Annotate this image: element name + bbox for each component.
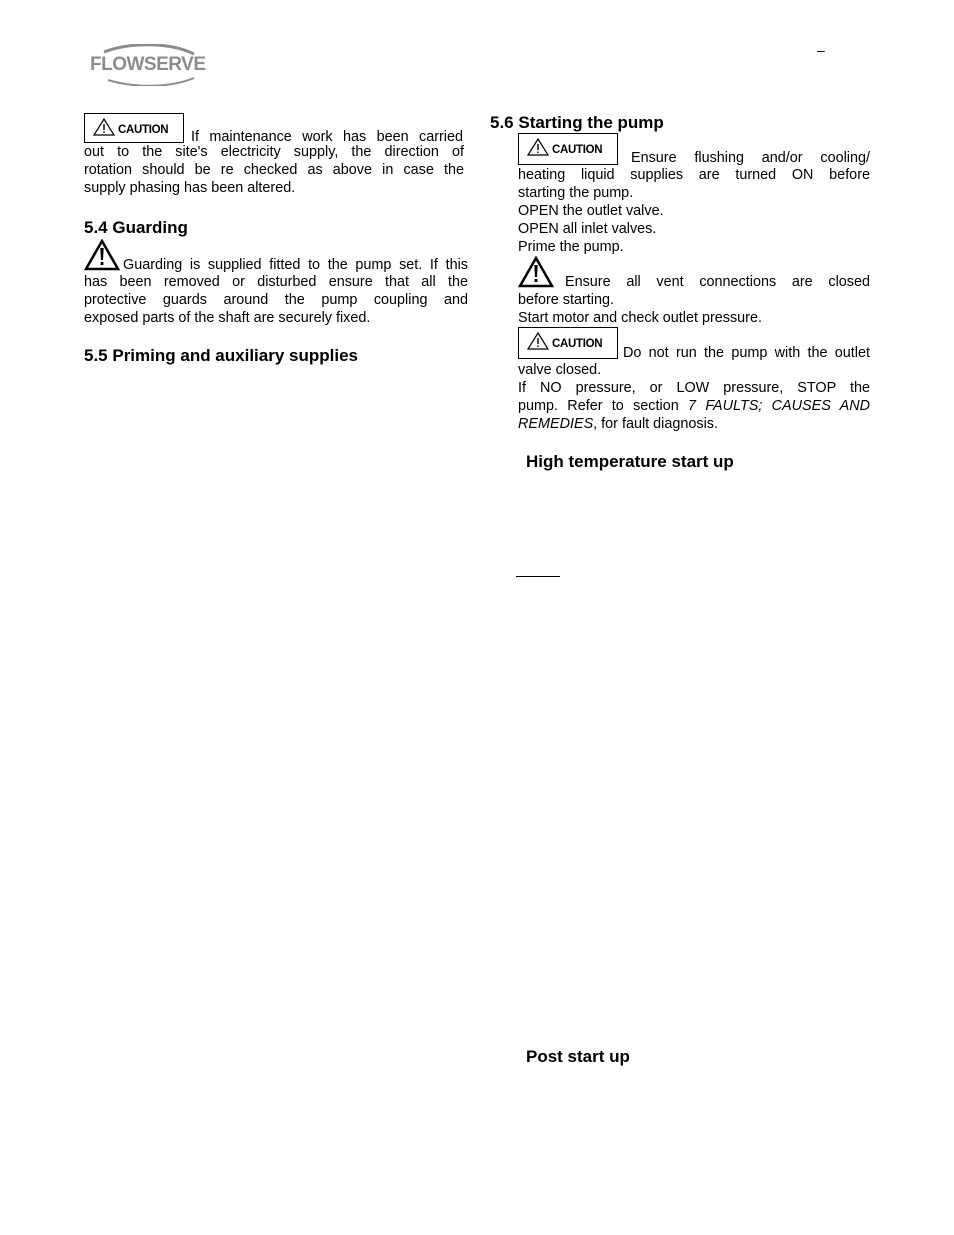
danger-triangle-icon (518, 256, 554, 288)
pressure-line-3 (518, 415, 870, 433)
danger-triangle-icon (84, 239, 120, 271)
outlet-line-1: Do not run the pump with the outlet (623, 345, 870, 361)
post-start-heading: Post start up (526, 1047, 630, 1066)
pressure-line-2 (518, 397, 870, 415)
guarding-paragraph (84, 239, 468, 327)
caution-electricity-paragraph (84, 113, 468, 197)
short-rule (516, 576, 560, 577)
guarding-line-3: protective guards around the pump coupling and (84, 292, 468, 308)
pressure-line-3-text: , for fault diagnosis. (593, 416, 718, 432)
flush-line-2: heating liquid supplies are turned ON before (518, 167, 870, 183)
caution-label: CAUTION (552, 144, 603, 156)
vent-line-1: Ensure all vent connections are closed (565, 274, 870, 290)
prime-line: Prime the pump. (518, 239, 624, 255)
starting-paragraph (518, 133, 870, 433)
page-mark: – (817, 42, 825, 58)
high-temp-heading: High temperature start up (526, 452, 734, 471)
guarding-heading: 5.4 Guarding (84, 218, 188, 237)
starting-heading: 5.6 Starting the pump (490, 113, 664, 132)
logo-text: FLOWSERVE (90, 54, 206, 75)
flush-line-3: starting the pump. (518, 185, 634, 201)
warning-triangle-icon (527, 332, 549, 350)
caution-box (84, 113, 184, 143)
maintenance-line-3: rotation should be re checked as above in case the (84, 162, 464, 178)
caution-label: CAUTION (118, 124, 169, 136)
guarding-line-1: Guarding is supplied fitted to the pump set. If this (123, 257, 468, 273)
caution-box-outlet (518, 327, 618, 359)
warning-triangle-icon (93, 118, 115, 136)
remedies-ref: REMEDIES (518, 416, 594, 432)
priming-heading: 5.5 Priming and auxiliary supplies (84, 346, 358, 365)
faults-section-ref: 7 FAULTS; CAUSES AND (688, 398, 870, 414)
open-inlet-line: OPEN all inlet valves. (518, 221, 657, 237)
outlet-line-2: valve closed. (518, 362, 602, 378)
caution-label: CAUTION (552, 338, 603, 350)
guarding-line-2: has been removed or disturbed ensure that all the (84, 274, 468, 290)
flowserve-logo (90, 44, 206, 86)
guarding-line-4: exposed parts of the shaft are securely fixed. (84, 310, 371, 326)
caution-box-flush (518, 133, 618, 165)
open-outlet-line: OPEN the outlet valve. (518, 203, 664, 219)
start-motor-line: Start motor and check outlet pressure. (518, 310, 762, 326)
flush-line-1: Ensure flushing and/or cooling/ (631, 150, 870, 166)
pressure-line-2-text: pump. Refer to section (518, 398, 689, 414)
vent-line-2: before starting. (518, 292, 614, 308)
warning-triangle-icon (527, 138, 549, 156)
maintenance-line-2: out to the site's electricity supply, the direction of (84, 144, 464, 160)
maintenance-line-4: supply phasing has been altered. (84, 180, 296, 196)
maintenance-line-1: If maintenance work has been carried (191, 129, 463, 145)
pressure-line-1: If NO pressure, or LOW pressure, STOP the (518, 380, 870, 396)
